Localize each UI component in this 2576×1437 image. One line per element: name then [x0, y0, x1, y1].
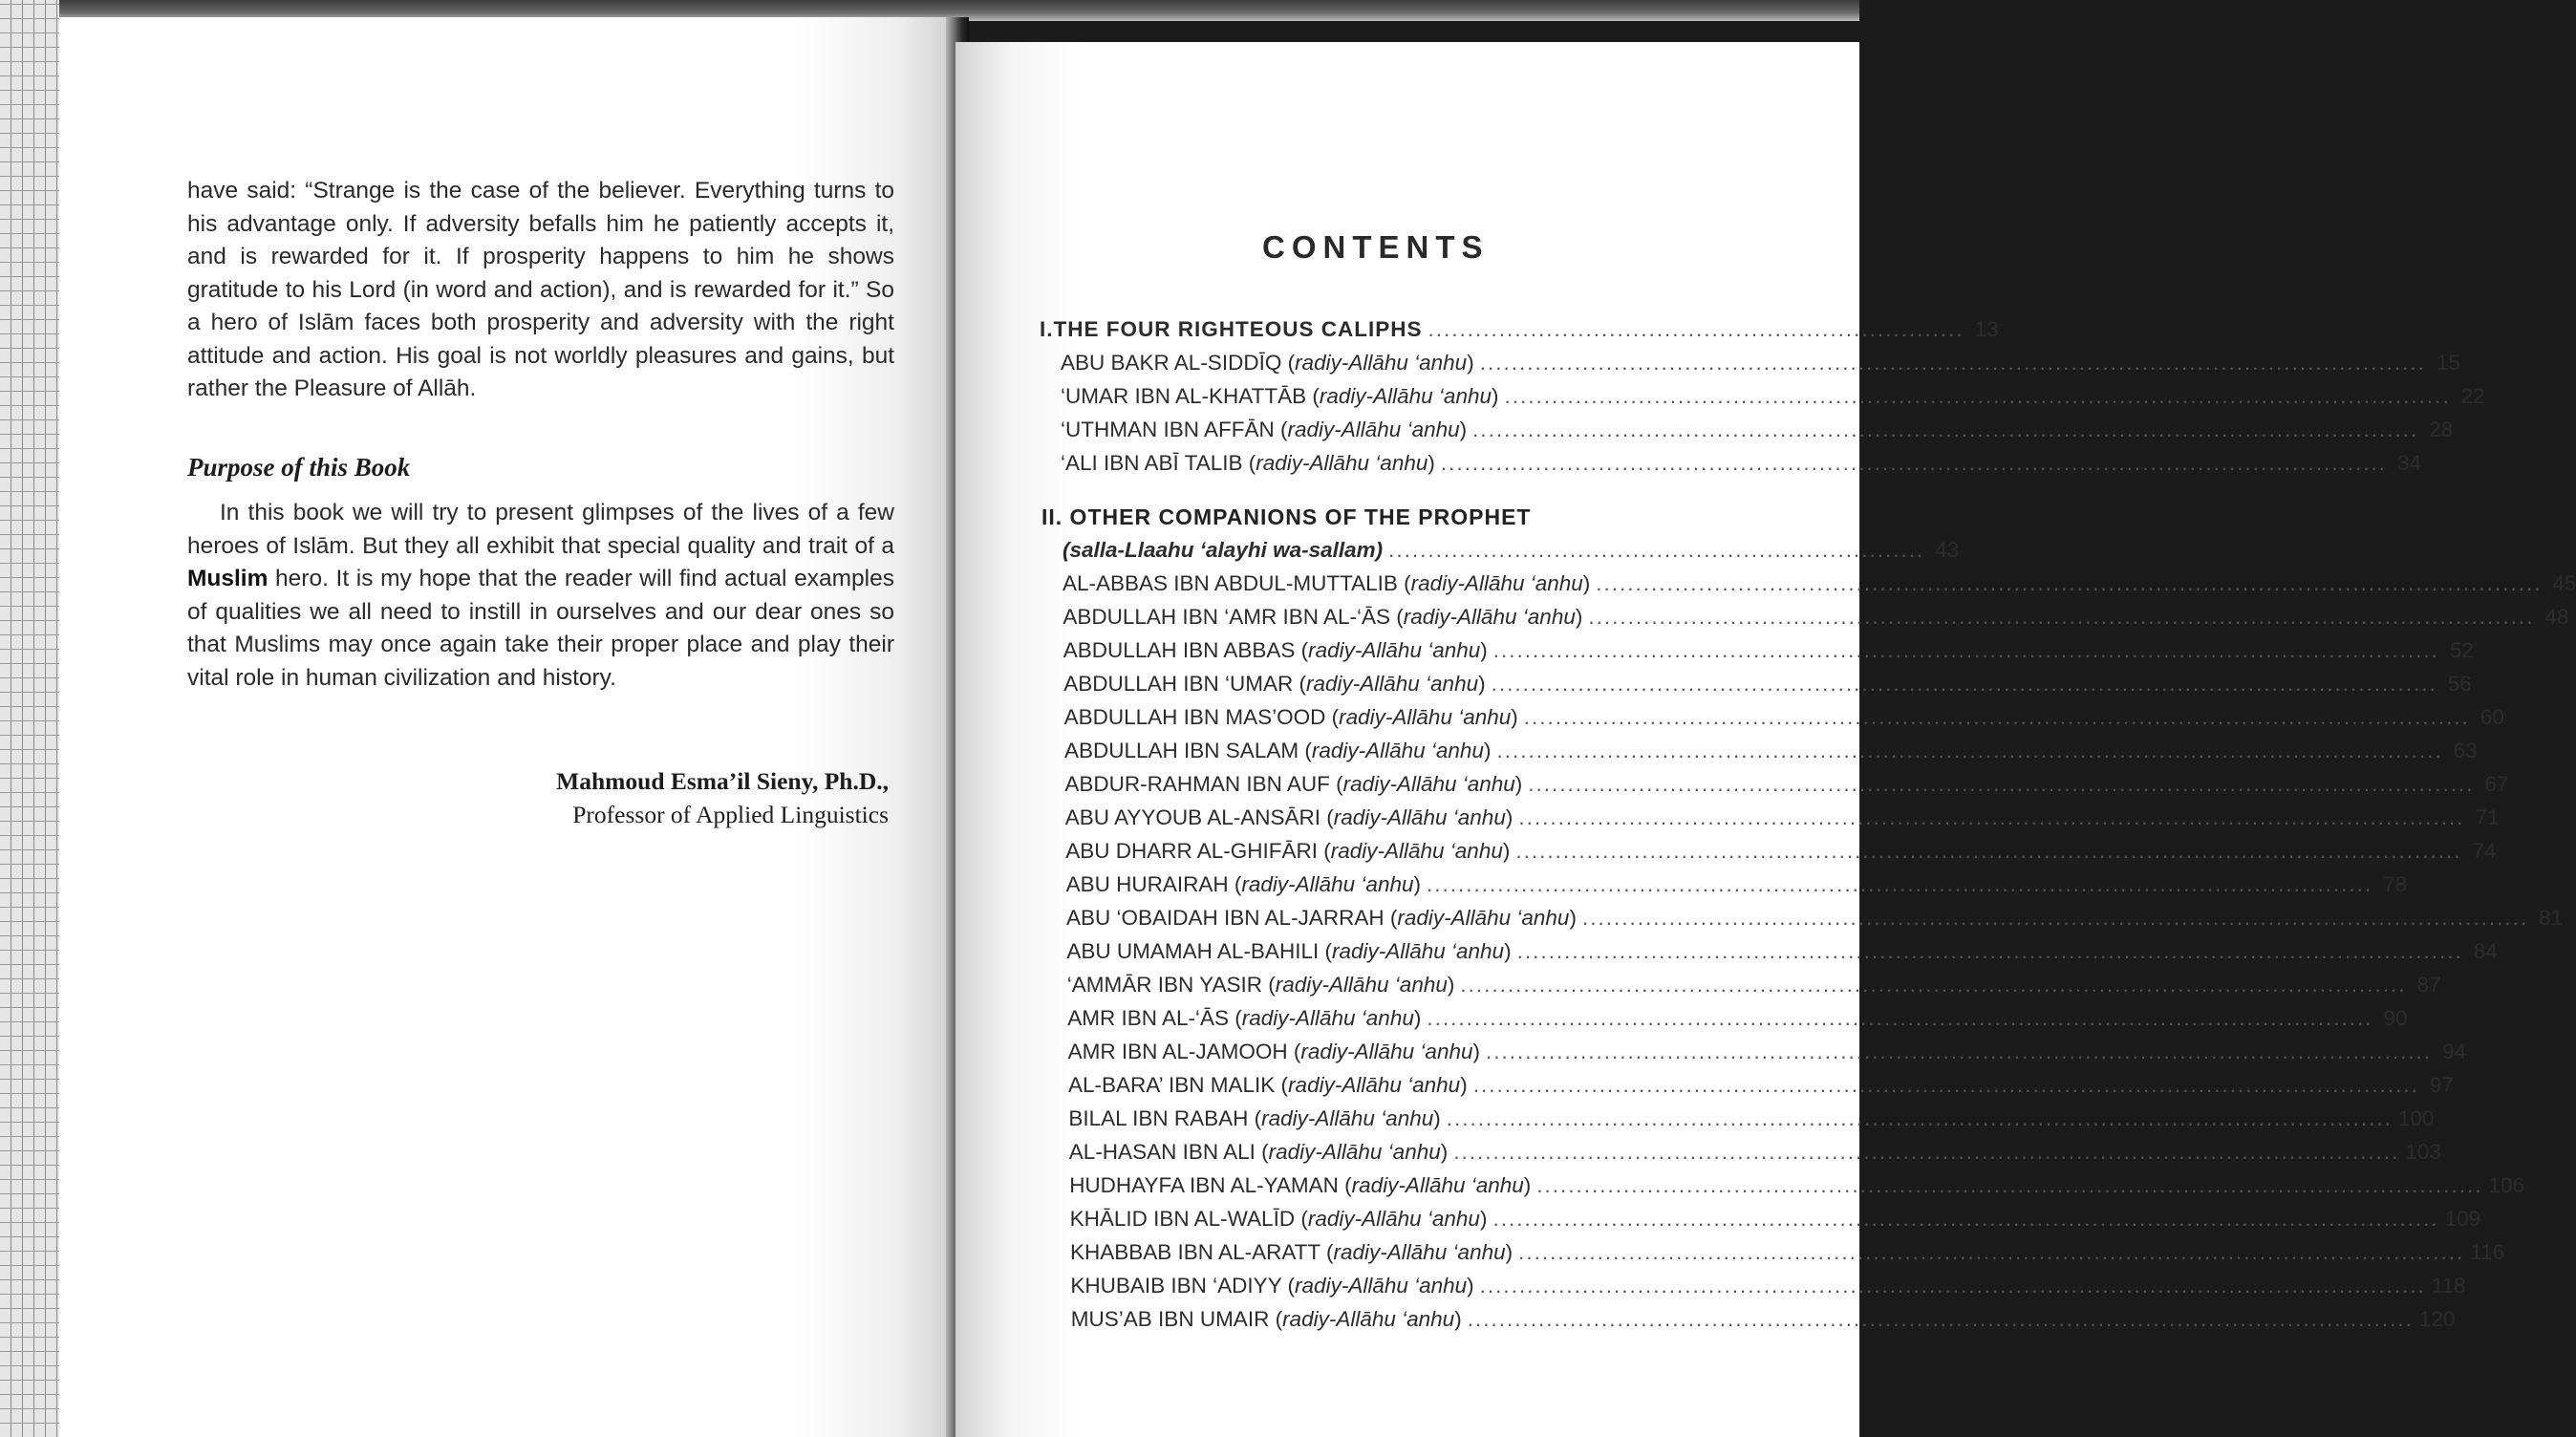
toc-entry-paren: ): [1575, 605, 1583, 629]
toc-page-number: 52: [2449, 638, 2474, 662]
toc-entry-title: [1070, 1207, 1488, 1232]
toc-entry-honorific: radiy-Allāhu ‘anhu: [1307, 1207, 1480, 1231]
toc-entry-paren: ): [1480, 638, 1488, 662]
toc-entry-name: HUDHAYFA IBN AL-YAMAN (: [1069, 1173, 1352, 1197]
toc-entry-honorific: radiy-Allāhu ‘anhu: [1331, 939, 1505, 963]
toc-subheading-text: (salla-Llaahu ‘alayhi wa-sallam): [1063, 538, 1384, 562]
toc-entry-paren: ): [1523, 1173, 1532, 1197]
toc-entry[interactable]: [1061, 351, 2460, 375]
dot-leader: ........................................................................................................................: [1516, 939, 2463, 963]
toc-entry-name: KHABBAB IBN AL-ARATT (: [1070, 1240, 1334, 1264]
toc-entry-title: [1065, 839, 1510, 864]
intro-paragraph: have said: “Strange is the case of the believer. Everything turns to his advantage only. If adversity befalls him he patiently accepts it, and is rewarded for it. If prosperity happens to him he shows gratitude to his Lord (in word and action), and is rewarded for it.” So a hero of Islām faces both prosperity and adversity with the right attitude and action. His goal is not worldly pleasures and gains, but rather the Pleasure of Allāh.: [187, 178, 894, 401]
dot-leader: ........................................................................................................................: [1460, 973, 2407, 997]
toc-entry-honorific: radiy-Allāhu ‘anhu: [1410, 571, 1583, 595]
author-title: Professor of Applied Linguistics: [572, 801, 889, 828]
toc-entry[interactable]: [1061, 418, 2454, 442]
toc-entry-honorific: radiy-Allāhu ‘anhu: [1268, 1140, 1441, 1164]
toc-entry-name: ABDULLAH IBN ABBAS (: [1063, 638, 1309, 662]
toc-page-number: 120: [2418, 1307, 2456, 1331]
dot-leader: ........................................................................................................................: [1523, 705, 2470, 729]
toc-page-number: 94: [2442, 1040, 2467, 1063]
toc-page-number: 90: [2383, 1006, 2408, 1030]
toc-entry-honorific: radiy-Allāhu ‘anhu: [1300, 1040, 1473, 1063]
toc-entry-name: AL-HASAN IBN ALI (: [1068, 1140, 1269, 1164]
toc-entry-paren: ): [1447, 973, 1455, 997]
toc-page-number: 74: [2472, 839, 2497, 863]
toc-entry-name: AL-BARA’ IBN MALIK (: [1068, 1073, 1289, 1097]
toc-entry-name: MUS’AB IBN UMAIR (: [1070, 1307, 1283, 1331]
toc-entry[interactable]: [1066, 973, 2441, 997]
dot-leader: ........................................................................................................................: [1472, 418, 2419, 441]
toc-entry-paren: ): [1467, 351, 1474, 375]
toc-entry-title: [1064, 705, 1518, 730]
toc-entry[interactable]: [1066, 939, 2498, 964]
toc-entry[interactable]: [1063, 605, 2569, 630]
toc-entry-title: [1066, 939, 1511, 964]
toc-entry-name: ABU BAKR AL-SIDDĪQ (: [1061, 351, 1296, 375]
toc-entry-paren: ): [1582, 571, 1591, 595]
toc-entry-paren: ): [1511, 705, 1518, 729]
toc-entry-title: [1071, 1307, 1462, 1332]
toc-entry-honorific: radiy-Allāhu ‘anhu: [1295, 1274, 1468, 1298]
toc-entry-name: ABU DHARR AL-GHIFĀRI (: [1065, 839, 1331, 863]
toc-entry[interactable]: [1070, 1307, 2456, 1332]
toc-entry-honorific: radiy-Allāhu ‘anhu: [1333, 1240, 1506, 1264]
toc-entry[interactable]: [1064, 805, 2500, 830]
toc-page-number: 48: [2544, 605, 2569, 629]
toc-entry-paren: ): [1479, 1207, 1488, 1231]
toc-entry[interactable]: [1061, 451, 2422, 476]
toc-entry-name: ABDULLAH IBN ‘UMAR (: [1063, 672, 1306, 696]
toc-entry-title: [1066, 872, 1421, 897]
toc-entry-paren: ): [1433, 1106, 1441, 1130]
toc-page-number: 97: [2429, 1073, 2454, 1097]
toc-entry-name: ABDULLAH IBN SALAM (: [1064, 739, 1312, 762]
toc-entry-honorific: radiy-Allāhu ‘anhu: [1351, 1173, 1524, 1197]
toc-entry-paren: ): [1504, 939, 1512, 963]
toc-entry-name: AMR IBN AL-‘ĀS (: [1067, 1006, 1242, 1030]
toc-page-number: 22: [2460, 384, 2485, 408]
toc-entry-honorific: radiy-Allāhu ‘anhu: [1295, 351, 1468, 375]
dot-leader: ........................................................................................................................: [1518, 1240, 2465, 1264]
toc-entry-paren: ): [1502, 839, 1511, 863]
toc-entry[interactable]: [1063, 638, 2474, 663]
dot-leader: ....................................................................: [1428, 317, 1964, 341]
toc-page-number: 56: [2447, 672, 2472, 696]
toc-entry-honorific: radiy-Allāhu ‘anhu: [1319, 384, 1492, 408]
toc-entry-name: ABDUR-RAHMAN IBN AUF (: [1064, 772, 1343, 796]
contents-title: CONTENTS: [1262, 229, 1490, 265]
toc-entry[interactable]: [1069, 1207, 2481, 1232]
toc-page-number: 116: [2470, 1240, 2505, 1264]
toc-entry-honorific: radiy-Allāhu ‘anhu: [1342, 772, 1515, 796]
toc-entry-title: [1065, 805, 1513, 830]
toc-entry[interactable]: [1064, 739, 2478, 763]
toc-entry-honorific: radiy-Allāhu ‘anhu: [1261, 1106, 1434, 1130]
toc-page-number: 87: [2416, 973, 2441, 997]
dot-leader: ........................................................................................................................: [1472, 1073, 2419, 1097]
dot-leader: ........................................................................................................................: [1504, 384, 2451, 408]
toc-entry-name: ABDULLAH IBN MAS’OOD (: [1063, 705, 1340, 729]
toc-page-number: 60: [2479, 705, 2504, 729]
toc-entry-name: ABU ‘OBAIDAH IBN AL-JARRAH (: [1066, 906, 1398, 930]
toc-entry-name: ‘UTHMAN IBN AFFĀN (: [1061, 418, 1288, 441]
toc-page-number: 78: [2383, 872, 2408, 896]
toc-entry-honorific: radiy-Allāhu ‘anhu: [1282, 1307, 1455, 1331]
toc-entry-paren: ): [1478, 672, 1486, 696]
toc-page-number: 28: [2429, 418, 2454, 441]
dot-leader: ........................................................................................................................: [1486, 1040, 2433, 1063]
toc-entry-title: [1066, 906, 1577, 931]
toc-entry-title: [1064, 739, 1491, 763]
toc-entry-name: BILAL IBN RABAH (: [1068, 1106, 1262, 1130]
toc-page-number: 13: [1974, 317, 1999, 341]
toc-entry[interactable]: [1065, 872, 2408, 897]
dot-leader: ........................................................................................................................: [1596, 571, 2543, 595]
toc-entry-paren: ): [1569, 906, 1577, 930]
toc-entry-name: ABU UMAMAH AL-BAHILI (: [1066, 939, 1332, 963]
toc-page-number: 71: [2475, 805, 2500, 829]
toc-entry-honorific: radiy-Allāhu ‘anhu: [1311, 739, 1484, 762]
dot-leader: ........................................................................................................................: [1467, 1307, 2414, 1331]
dot-leader: ........................................................................................................................: [1588, 605, 2535, 629]
toc-entry-title: [1061, 418, 1467, 442]
toc-entry-title: [1068, 1106, 1440, 1131]
purpose-text-bold: Muslim: [187, 566, 268, 591]
dot-leader: ........................................................................................................................: [1440, 451, 2388, 475]
toc-entry[interactable]: [1061, 384, 2485, 409]
toc-entry-honorific: radiy-Allāhu ‘anhu: [1288, 1073, 1461, 1097]
toc-entry-honorific: radiy-Allāhu ‘anhu: [1241, 1006, 1414, 1030]
toc-page-number: 103: [2405, 1140, 2441, 1164]
toc-page-number: 43: [1935, 538, 1960, 562]
toc-section-2-subheading[interactable]: [1063, 538, 1960, 563]
toc-entry[interactable]: [1070, 1240, 2505, 1265]
dot-leader: ....................................................................: [1388, 538, 1925, 562]
toc-entry-title: [1069, 1140, 1448, 1165]
toc-entry-name: ABU AYYOUB AL-ANSĀRI (: [1064, 805, 1334, 829]
toc-entry-paren: ): [1467, 1274, 1474, 1298]
toc-entry-paren: ): [1454, 1307, 1462, 1331]
dot-leader: ........................................................................................................................: [1581, 906, 2529, 930]
toc-page-number: 106: [2488, 1173, 2524, 1197]
dot-leader: ........................................................................................................................: [1492, 1207, 2439, 1231]
toc-entry-name: AMR IBN AL-JAMOOH (: [1067, 1040, 1301, 1063]
dot-leader: ........................................................................................................................: [1536, 1173, 2483, 1197]
toc-page-number: 34: [2397, 451, 2422, 475]
toc-entry-name: KHĀLID IBN AL-WALĪD (: [1069, 1207, 1308, 1231]
toc-page-number: 67: [2484, 772, 2509, 796]
toc-entry-paren: ): [1514, 772, 1523, 796]
toc-entry-title: [1070, 1240, 1513, 1265]
dot-leader: ........................................................................................................................: [1479, 1274, 2426, 1298]
toc-entry-name: AL-ABBAS IBN ABDUL-MUTTALIB (: [1063, 571, 1411, 595]
toc-page-number: 63: [2453, 739, 2478, 762]
toc-entry-paren: ): [1492, 384, 1499, 408]
dot-leader: ........................................................................................................................: [1492, 638, 2439, 662]
toc-page-number: 45: [2552, 571, 2576, 595]
toc-entry[interactable]: [1070, 1274, 2466, 1298]
toc-page-number: 118: [2431, 1274, 2466, 1298]
dot-leader: ........................................................................................................................: [1528, 772, 2475, 796]
toc-entry-honorific: radiy-Allāhu ‘anhu: [1339, 705, 1512, 729]
toc-entry[interactable]: [1063, 672, 2472, 697]
toc-entry[interactable]: [1063, 705, 2504, 730]
toc-entry-paren: ): [1483, 739, 1492, 762]
toc-entry-honorific: radiy-Allāhu ‘anhu: [1275, 973, 1448, 997]
purpose-text-start: In this book we will try to present glimpses of the lives of a few heroes of Islām. But they all exhibit that special quality and trait of a: [187, 500, 894, 559]
toc-entry-paren: ): [1505, 1240, 1513, 1264]
toc-entry-paren: ): [1428, 451, 1435, 475]
toc-entry-paren: ): [1459, 418, 1468, 441]
toc-entry[interactable]: [1064, 772, 2509, 797]
toc-entry-title: [1063, 605, 1582, 630]
toc-entry-title: [1063, 672, 1485, 697]
dot-leader: ........................................................................................................................: [1427, 872, 2373, 896]
toc-entry-paren: ): [1413, 1006, 1422, 1030]
toc-entry-honorific: radiy-Allāhu ‘anhu: [1305, 672, 1479, 696]
toc-section-1[interactable]: [1040, 317, 1999, 342]
toc-entry[interactable]: [1068, 1106, 2435, 1131]
toc-entry-honorific: radiy-Allāhu ‘anhu: [1330, 839, 1503, 863]
toc-section-1-heading: I.THE FOUR RIGHTEOUS CALIPHS: [1040, 317, 1423, 341]
toc-entry[interactable]: [1067, 1006, 2408, 1031]
toc-entry-name: ABU HURAIRAH (: [1065, 872, 1242, 896]
toc-entry-title: [1067, 973, 1455, 997]
toc-entry[interactable]: [1063, 571, 2576, 596]
dot-leader: ........................................................................................................................: [1446, 1106, 2393, 1130]
toc-entry-title: [1061, 451, 1435, 476]
toc-page-number: 81: [2539, 906, 2564, 930]
toc-entry-honorific: radiy-Allāhu ‘anhu: [1241, 872, 1414, 896]
toc-entry-title: [1063, 638, 1488, 663]
dot-leader: ........................................................................................................................: [1479, 351, 2426, 375]
toc-entry-honorific: radiy-Allāhu ‘anhu: [1256, 451, 1428, 475]
dot-leader: ........................................................................................................................: [1491, 672, 2437, 696]
toc-page-number: 109: [2444, 1207, 2481, 1231]
toc-entry-title: [1061, 351, 1474, 375]
toc-entry-title: [1068, 1073, 1468, 1098]
toc-entry[interactable]: [1069, 1173, 2524, 1198]
toc-entry[interactable]: [1068, 1140, 2441, 1165]
toc-entry-paren: ): [1440, 1140, 1449, 1164]
toc-entry-honorific: radiy-Allāhu ‘anhu: [1333, 805, 1506, 829]
section-heading: Purpose of this Book: [187, 453, 411, 482]
toc-entry-title: [1070, 1274, 1473, 1298]
toc-entry-title: [1069, 1173, 1531, 1198]
toc-entry-title: [1061, 384, 1499, 409]
dot-leader: ........................................................................................................................: [1453, 1140, 2400, 1164]
toc-entry-name: ABDULLAH IBN ‘AMR IBN AL-‘ĀS (: [1063, 605, 1404, 629]
toc-entry-title: [1063, 571, 1590, 596]
toc-page-number: 84: [2473, 939, 2498, 963]
toc-entry[interactable]: [1065, 839, 2497, 864]
toc-entry-paren: ): [1413, 872, 1421, 896]
toc-entry-honorific: radiy-Allāhu ‘anhu: [1287, 418, 1460, 441]
toc-entry-name: ‘AMMĀR IBN YASIR (: [1066, 973, 1276, 997]
toc-entry-name: ‘ALI IBN ABĪ TALIB (: [1061, 451, 1256, 475]
toc-entry-paren: ): [1460, 1073, 1468, 1097]
toc-entry[interactable]: [1067, 1040, 2467, 1064]
purpose-text-end: hero. It is my hope that the reader will find actual examples of qualities we all need to instill in ourselves and our dear ones so that Muslims may once again take their proper place and play their vital role in human civilization and history.: [187, 566, 894, 691]
book-binding-pattern: [0, 0, 59, 1437]
toc-entry-honorific: radiy-Allāhu ‘anhu: [1403, 605, 1576, 629]
toc-entry-title: [1064, 772, 1522, 797]
toc-entry[interactable]: [1066, 906, 2564, 931]
dot-leader: ........................................................................................................................: [1427, 1006, 2373, 1030]
toc-entry-paren: ): [1505, 805, 1513, 829]
toc-entry[interactable]: [1068, 1073, 2454, 1098]
toc-page-number: 15: [2436, 351, 2460, 375]
toc-entry-honorific: radiy-Allāhu ‘anhu: [1397, 906, 1570, 930]
purpose-paragraph: [187, 497, 894, 695]
author-name: Mahmoud Esma’il Sieny, Ph.D.,: [556, 767, 889, 795]
author-signature: [556, 764, 889, 831]
toc-section-2-heading: II. OTHER COMPANIONS OF THE PROPHET: [1041, 504, 1532, 529]
toc-entry-name: KHUBAIB IBN ‘ADIYY (: [1070, 1274, 1296, 1298]
toc-page-number: 100: [2397, 1106, 2435, 1130]
dot-leader: ........................................................................................................................: [1518, 805, 2465, 829]
toc-entry-name: ‘UMAR IBN AL-KHATTĀB (: [1061, 384, 1320, 408]
toc-entry-honorific: radiy-Allāhu ‘anhu: [1308, 638, 1481, 662]
toc-entry-paren: ): [1472, 1040, 1480, 1063]
toc-entry-title: [1068, 1040, 1480, 1064]
dot-leader: ........................................................................................................................: [1515, 839, 2462, 863]
dot-leader: ........................................................................................................................: [1496, 739, 2443, 762]
toc-entry-title: [1067, 1006, 1421, 1031]
